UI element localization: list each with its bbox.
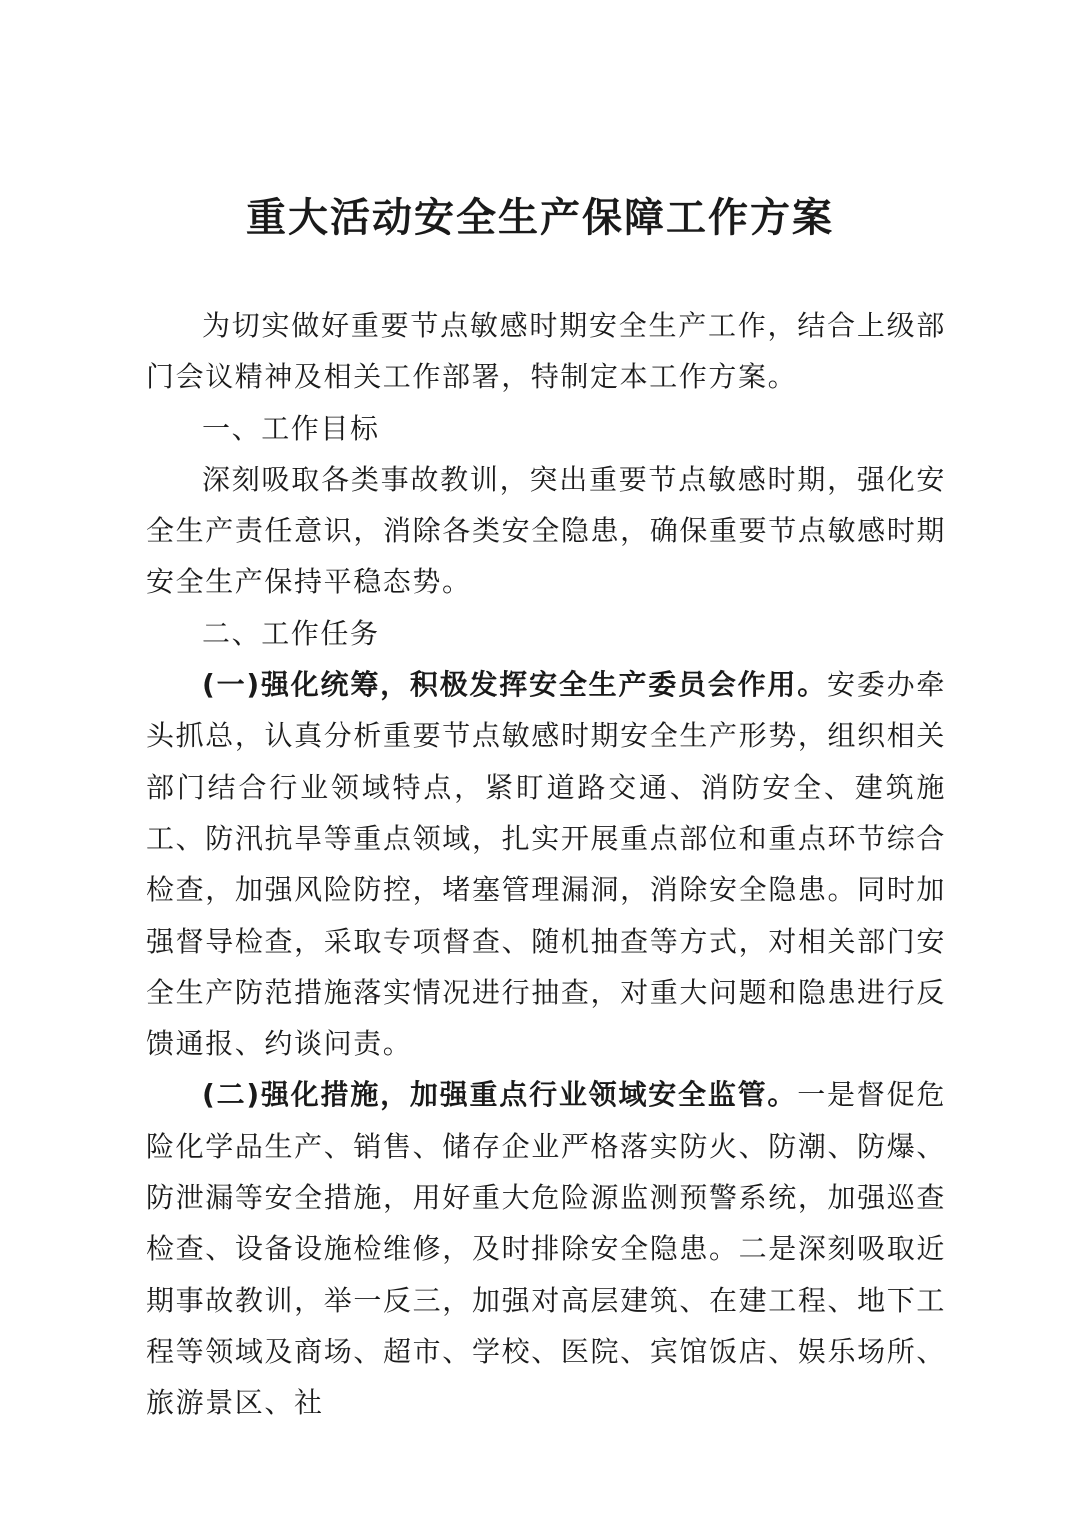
task-item-1-lead: (一)强化统筹，积极发挥安全生产委员会作用。 (202, 668, 828, 702)
section-heading-goals: 一、工作目标 (202, 411, 380, 445)
document-title: 重大活动安全生产保障工作方案 (246, 194, 834, 241)
task-item-2-lead: (二)强化措施，加强重点行业领域安全监管。 (202, 1078, 798, 1112)
task-item-2 (146, 1069, 946, 1428)
task-item-2-text: 一是督促危险化学品生产、销售、储存企业严格落实防火、防潮、防爆、防泄漏等安全措施，用好重大危险源监测预警系统，加强巡查检查、设备设施检维修，及时排除安全隐患。二是深刻吸取近期事故教训，举一反三，加强对高层建筑、在建工程、地下工程等领域及商场、超市、学校、医院、宾馆饭店、娱乐场所、旅游景区、社 (146, 1078, 946, 1420)
document-body (146, 300, 946, 1429)
section-heading-tasks: 二、工作任务 (202, 616, 380, 650)
intro-paragraph: 为切实做好重要节点敏感时期安全生产工作，结合上级部门会议精神及相关工作部署，特制定本工作方案。 (146, 309, 946, 394)
task-item-1 (146, 659, 946, 1069)
task-item-1-text: 安委办牵头抓总，认真分析重要节点敏感时期安全生产形势，组织相关部门结合行业领域特点，紧盯道路交通、消防安全、建筑施工、防汛抗旱等重点领域，扎实开展重点部位和重点环节综合检查，加强风险防控，堵塞管理漏洞，消除安全隐患。同时加强督导检查，采取专项督查、随机抽查等方式，对相关部门安全生产防范措施落实情况进行抽查，对重大问题和隐患进行反馈通报、约谈问责。 (146, 668, 947, 1061)
goals-paragraph: 深刻吸取各类事故教训，突出重要节点敏感时期，强化安全生产责任意识，消除各类安全隐患，确保重要节点敏感时期安全生产保持平稳态势。 (146, 462, 946, 599)
